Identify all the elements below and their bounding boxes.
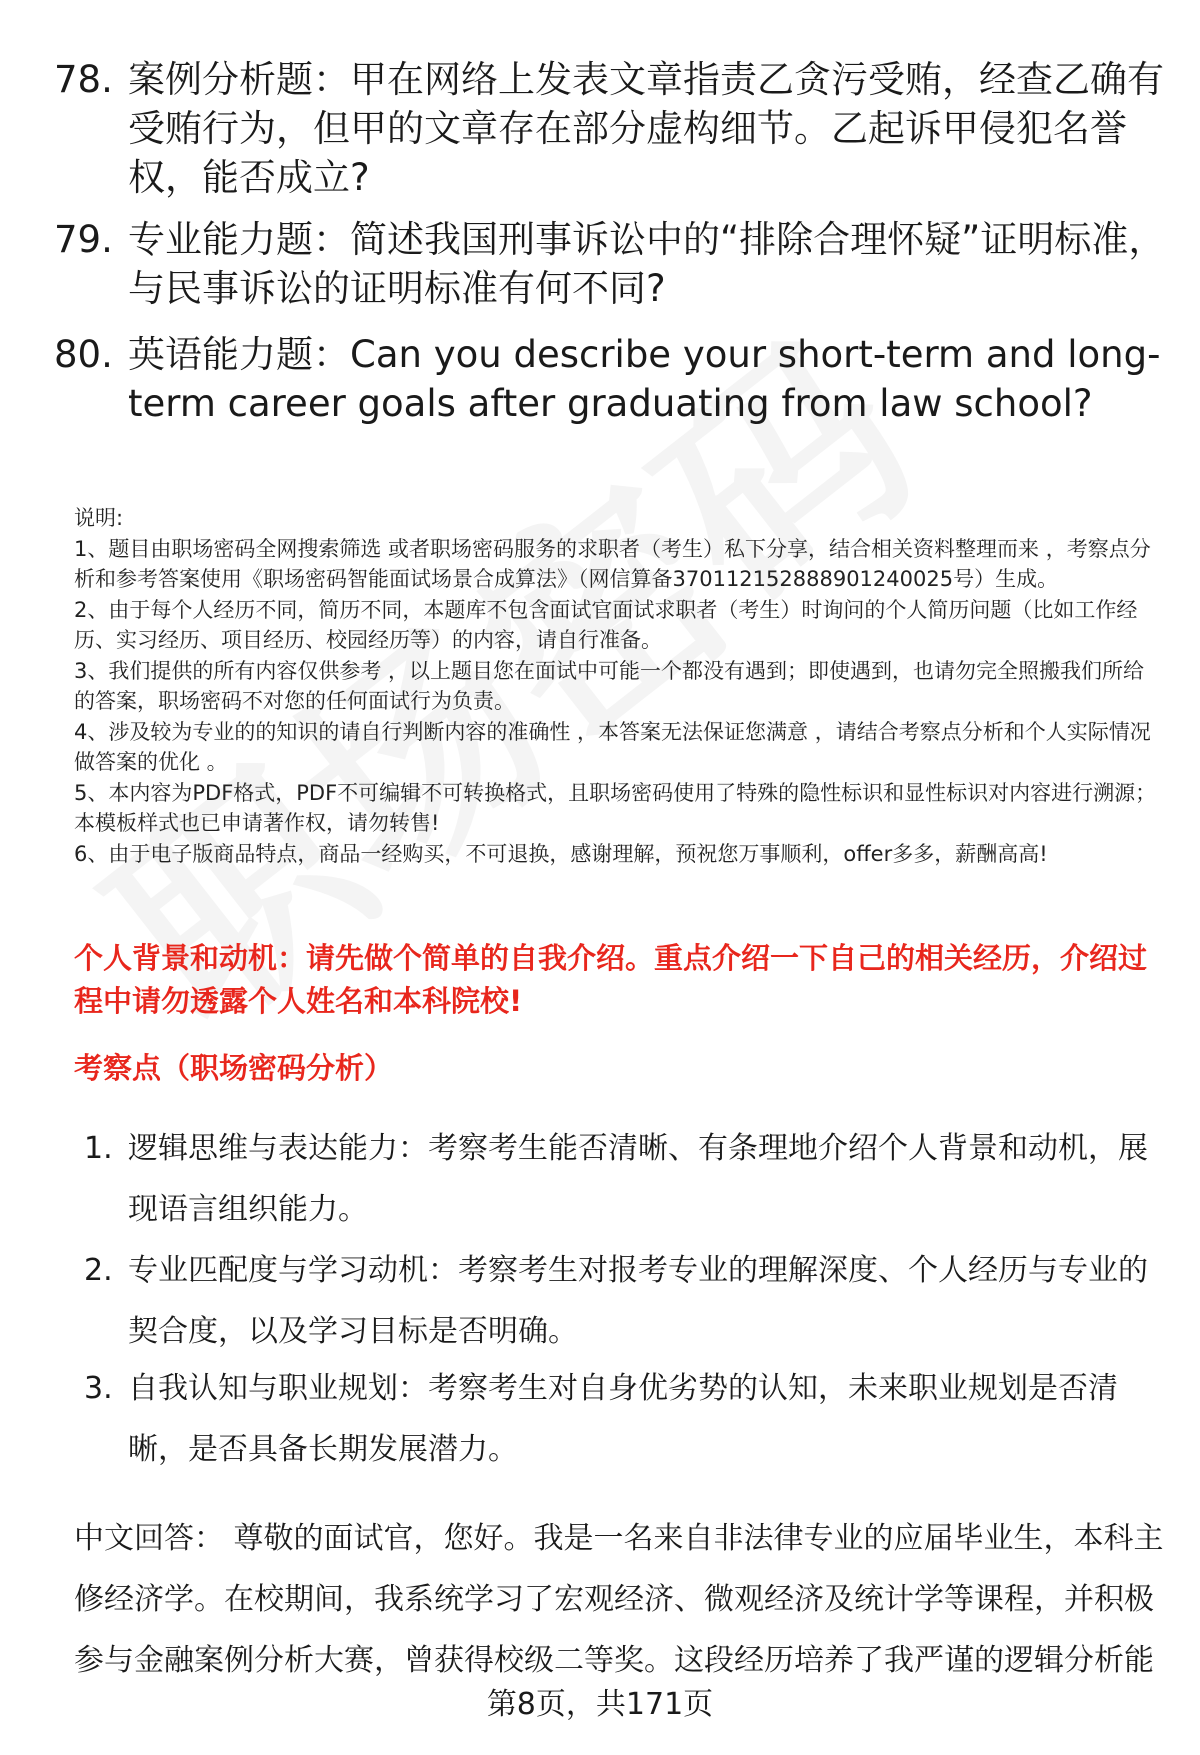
- note-item: 5、本内容为PDF格式，PDF不可编辑不可转换格式，且职场密码使用了特殊的隐性标识和显性标识对内容进行溯源；本模板样式也已申请著作权，请勿转售!: [74, 780, 1157, 835]
- note-item: 6、由于电子版商品特点，商品一经购买，不可退换，感谢理解，预祝您万事顺利，offer多多，薪酬高高!: [74, 841, 1048, 866]
- question-number: 79.: [54, 218, 113, 261]
- answer-text: 中文回答： 尊敬的面试官，您好。我是一名来自非法律专业的应届毕业生，本科主修经济学。在校期间，我系统学习了宏观经济、微观经济及统计学等课程，并积极参与金融案例分析大赛，曾获得校级二等奖。这段经历培养了我严谨的逻辑分析能: [74, 1521, 1164, 1678]
- question-text: 案例分析题：甲在网络上发表文章指责乙贪污受贿，经查乙确有受贿行为，但甲的文章存在部分虚构细节。乙起诉甲侵犯名誉权，能否成立?: [128, 58, 1164, 199]
- question-text: 英语能力题：Can you describe your short-term and long-term career goals after graduating from law school?: [128, 333, 1161, 425]
- question-text: 专业能力题：简述我国刑事诉讼中的“排除合理怀疑”证明标准，与民事诉讼的证明标准有何不同?: [128, 218, 1166, 310]
- note-item: 2、由于每个人经历不同，简历不同，本题库不包含面试官面试求职者（考生）时询问的个人简历问题（比如工作经历、实习经历、项目经历、校园经历等）的内容，请自行准备。: [74, 597, 1138, 652]
- question-number: 80.: [54, 333, 113, 376]
- point-text: 自我认知与职业规划：考察考生对自身优劣势的认知，未来职业规划是否清晰，是否具备长期发展潜力。: [128, 1371, 1118, 1467]
- page-number: 第8页，共171页: [486, 1687, 714, 1722]
- point-number: 2.: [84, 1253, 113, 1288]
- point-text: 逻辑思维与表达能力：考察考生能否清晰、有条理地介绍个人背景和动机，展现语言组织能力。: [128, 1131, 1148, 1227]
- note-item: 1、题目由职场密码全网搜索筛选 或者职场密码服务的求职者（考生）私下分享，结合相关资料整理而来 ，考察点分析和参考答案使用《职场密码智能面试场景合成算法》（网信算备370112152888901240025号）生成。: [74, 536, 1151, 591]
- points-title: 考察点（职场密码分析）: [74, 1051, 394, 1085]
- note-item: 4、涉及较为专业的的知识的请自行判断内容的准确性 ，本答案无法保证您满意 ，请结合考察点分析和个人实际情况做答案的优化 。: [74, 719, 1151, 774]
- notes-block: [74, 503, 1164, 869]
- point-text: 专业匹配度与学习动机：考察考生对报考专业的理解深度、个人经历与专业的契合度，以及学习目标是否明确。: [128, 1253, 1148, 1349]
- section-heading: 个人背景和动机：请先做个简单的自我介绍。重点介绍一下自己的相关经历，介绍过程中请勿透露个人姓名和本科院校!: [74, 941, 1148, 1018]
- point-number: 1.: [84, 1131, 113, 1166]
- notes-title: 说明:: [74, 506, 124, 530]
- point-number: 3.: [84, 1371, 113, 1406]
- question-number: 78.: [54, 58, 113, 101]
- note-item: 3、我们提供的所有内容仅供参考 ，以上题目您在面试中可能一个都没有遇到；即使遇到，也请勿完全照搬我们所给的答案，职场密码不对您的任何面试行为负责。: [74, 658, 1145, 713]
